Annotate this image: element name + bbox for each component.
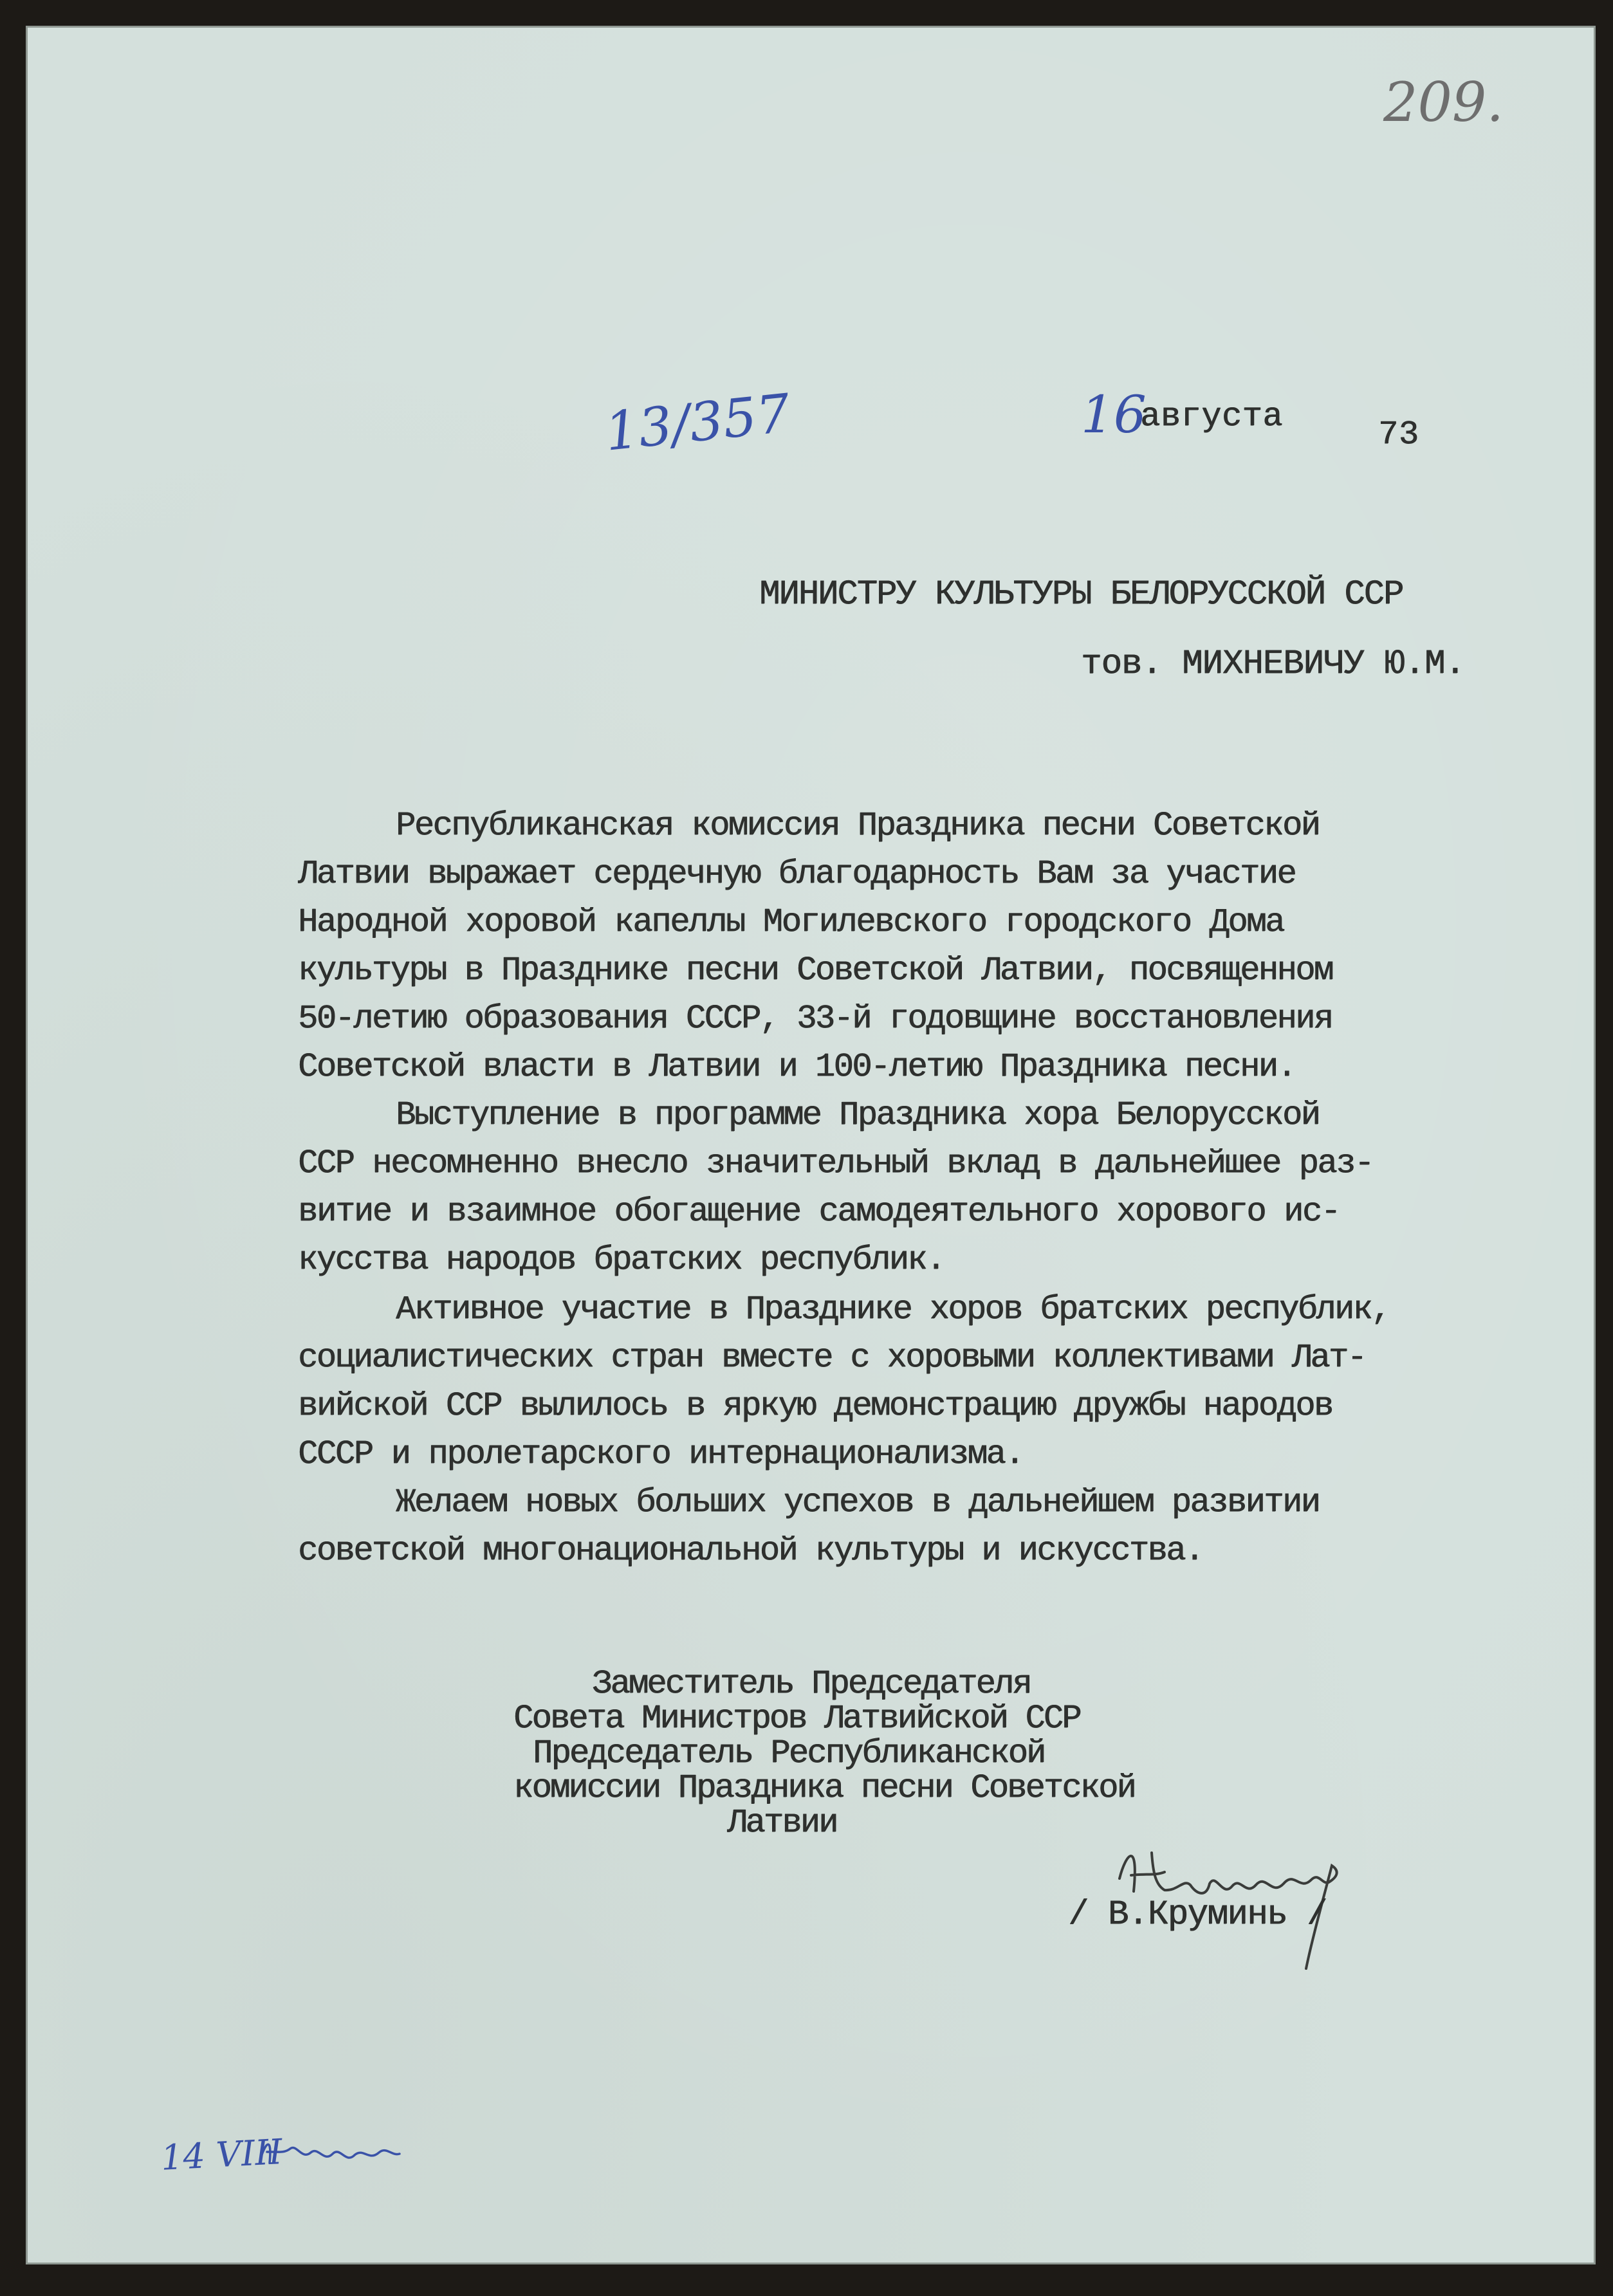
signatory-title-line: комиссии Праздника песни Советской [513, 1769, 1135, 1807]
receipt-initials [254, 2123, 409, 2181]
folio-number: 209. [1383, 71, 1504, 134]
body-line: СССР и пролетарского интернационализма. [298, 1435, 1024, 1473]
body-line: ССР несомненно внесло значительный вклад в дальнейшее раз- [298, 1144, 1373, 1182]
date-day: 16 [1081, 385, 1147, 445]
registration-number: 13/357 [602, 383, 793, 463]
body-line: вийской ССР вылилось в яркую демонстрацию дружбы народов [298, 1387, 1332, 1425]
body-line: 50-летию образования СССР, 33-й годовщине восстановления [298, 1000, 1332, 1038]
body-line: социалистических стран вместе с хоровыми коллективами Лат- [298, 1339, 1366, 1377]
signatory-title-line: Председатель Республиканской [533, 1734, 1045, 1772]
body-line: кусства народов братских республик. [298, 1241, 945, 1279]
addressee-line-2: тов. МИХНЕВИЧУ Ю.М. [1081, 645, 1465, 684]
body-line: Республиканская комиссия Праздника песни Советской [396, 807, 1320, 845]
addressee-line-1: МИНИСТРУ КУЛЬТУРЫ БЕЛОРУССКОЙ ССР [759, 575, 1403, 614]
signatory-title-line: Совета Министров Латвийской ССР [513, 1700, 1080, 1738]
date-year: 73 [1378, 416, 1419, 454]
receipt-note: 14 VIII [160, 2131, 284, 2178]
body-line: Народной хоровой капеллы Могилевского городского Дома [298, 903, 1284, 941]
signatory-name: / В.Круминь / [1068, 1895, 1327, 1934]
body-line: витие и взаимное обогащение самодеятельного хорового ис- [298, 1193, 1340, 1231]
body-line: культуры в Празднике песни Советской Латвии, посвященном [298, 951, 1332, 989]
signatory-title-line: Заместитель Председателя [592, 1665, 1031, 1703]
date-month: августа [1140, 398, 1283, 436]
body-line: Активное участие в Празднике хоров братских республик, [396, 1290, 1390, 1328]
body-line: советской многонациональной культуры и искусства. [298, 1532, 1203, 1570]
body-line: Латвии выражает сердечную благодарность Вам за участие [298, 855, 1296, 893]
signatory-title-line: Латвии [727, 1804, 837, 1842]
body-line: Выступление в программе Праздника хора Белорусской [396, 1096, 1320, 1134]
body-line: Желаем новых больших успехов в дальнейшем развитии [396, 1483, 1320, 1521]
body-line: Советской власти в Латвии и 100-летию Праздника песни. [298, 1048, 1296, 1086]
